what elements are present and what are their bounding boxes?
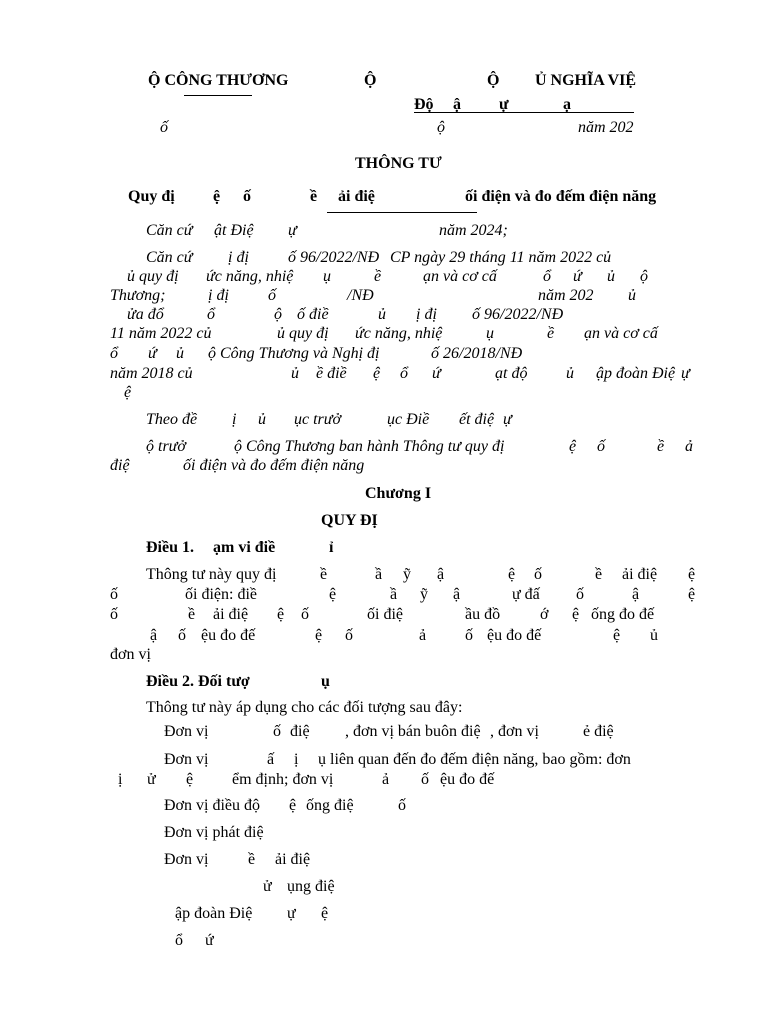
legal-basis: ạt độ (495, 365, 528, 382)
article-text: ả (419, 627, 427, 644)
article-text: ậ (150, 627, 158, 644)
list-item: Đơn vị (164, 723, 209, 740)
proposal-line: ết điệ (459, 411, 495, 428)
list-item: ệ (321, 905, 329, 922)
proposal-line: ục Điề (387, 411, 430, 428)
legal-basis: ổ (400, 365, 408, 382)
enactment-line: điệ (110, 457, 130, 474)
proposal-line: ủ (258, 411, 266, 428)
legal-basis: ủ (176, 345, 184, 362)
list-item: ố (398, 797, 406, 814)
article-text: ệu đo đế (487, 627, 542, 644)
legal-basis: ụ (323, 268, 331, 285)
document-type: THÔNG TƯ (355, 155, 442, 172)
article-heading: ạm vi điề (213, 539, 276, 556)
legal-basis: ố điề (297, 306, 329, 323)
legal-basis: ị đị (208, 287, 229, 304)
legal-basis: ổ (543, 268, 551, 285)
legal-basis: ổ (207, 306, 215, 323)
list-item: ấ (267, 751, 275, 768)
article-text: ống đo đế (591, 606, 655, 623)
list-item: ụ liên quan đến đo đếm điện năng, bao gồm: đơn (318, 751, 631, 768)
article-text: ố (345, 627, 353, 644)
article-text: ỹ (403, 566, 411, 583)
article-intro: Thông tư này áp dụng cho các đối tượng sau đây: (146, 699, 463, 716)
legal-basis: ửa đổ (127, 306, 164, 323)
list-item: ố (273, 723, 281, 740)
legal-basis: ề điề (316, 365, 347, 382)
legal-basis: 11 năm 2022 củ (110, 325, 212, 342)
article-text: ố (110, 606, 118, 623)
article-text: ự đấ (512, 586, 540, 603)
article-text: ố (534, 566, 542, 583)
article-text: Thông tư này quy đị (146, 566, 277, 583)
list-item: điệ (290, 723, 310, 740)
list-item: ả (382, 771, 390, 788)
list-item: Đơn vị phát điệ (164, 824, 264, 841)
ministry-underline (184, 95, 252, 96)
legal-basis: năm 2024; (439, 222, 508, 239)
legal-basis: ệ (373, 365, 381, 382)
article-text: ối điệ (367, 606, 403, 623)
enactment-line: ố (597, 438, 605, 455)
article-text: ề (188, 606, 196, 623)
article-text: ố (178, 627, 186, 644)
legal-basis: ự (288, 222, 297, 239)
list-item: ệu đo đế (440, 771, 495, 788)
legal-basis: năm 202 (538, 287, 594, 304)
legal-basis: ố 26/2018/NĐ (431, 345, 523, 362)
legal-basis: ề (547, 325, 555, 342)
list-item: ụng điệ (287, 878, 335, 895)
article-text: ố (576, 586, 584, 603)
list-item: ự (287, 905, 296, 922)
list-item: ứ (205, 932, 214, 949)
legal-basis: ủ (607, 268, 615, 285)
enactment-line: ệ (569, 438, 577, 455)
list-item: ị (118, 771, 123, 788)
list-item: ổ (175, 932, 183, 949)
legal-basis: Thương; (110, 287, 166, 304)
motto-underline (414, 112, 634, 113)
proposal-line: Theo đề (146, 411, 198, 428)
proposal-line: ị (232, 411, 237, 428)
motto-fragment: ậ (453, 96, 461, 113)
legal-basis: ập đoàn Điệ (596, 365, 676, 382)
list-item: ải điệ (275, 851, 311, 868)
legal-basis: ề (374, 268, 382, 285)
document-subject: Quy đị (128, 188, 175, 205)
legal-basis: Căn cứ (146, 249, 193, 266)
legal-basis: năm 2018 củ (110, 365, 193, 382)
list-item: ị (294, 751, 299, 768)
legal-basis: ức năng, nhiệ (206, 268, 294, 285)
article-text: ệ (508, 566, 516, 583)
legal-basis: ật Điệ (214, 222, 254, 239)
list-item: ệ (186, 771, 194, 788)
article-text: đơn vị (110, 646, 151, 663)
article-text: ậ (453, 586, 461, 603)
document-date: ộ (437, 119, 445, 136)
legal-basis: ủ quy đị (127, 268, 179, 285)
article-text: ệu đo đế (201, 627, 256, 644)
proposal-line: ục trưở (294, 411, 342, 428)
article-text: ệ (315, 627, 323, 644)
legal-basis: ộ (640, 268, 648, 285)
legal-basis: CP ngày 29 tháng 11 năm 2022 củ (390, 249, 612, 266)
list-item: ập đoàn Điệ (175, 905, 253, 922)
article-text: ệ (613, 627, 621, 644)
list-item: ống điệ (306, 797, 354, 814)
legal-basis: ủ (291, 365, 299, 382)
article-text: ề (320, 566, 328, 583)
list-item: , đơn vị bán buôn điệ (345, 723, 481, 740)
legal-basis: ức năng, nhiệ (355, 325, 443, 342)
article-text: ỹ (420, 586, 428, 603)
proposal-line: ự (503, 411, 512, 428)
legal-basis: ự (681, 365, 690, 382)
legal-basis: /NĐ (347, 287, 374, 304)
legal-basis: ộ Công Thương và Nghị đị (208, 345, 380, 362)
legal-basis: Căn cứ (146, 222, 193, 239)
article-text: ệ (572, 606, 580, 623)
legal-basis: ứ (432, 365, 441, 382)
legal-basis: ố 96/2022/NĐ (288, 249, 380, 266)
list-item: Đơn vị (164, 751, 209, 768)
motto-fragment: ạ (563, 96, 571, 113)
title-underline (327, 212, 477, 213)
list-item: ố (421, 771, 429, 788)
legal-basis: ị đị (228, 249, 249, 266)
legal-basis: ố (268, 287, 276, 304)
document-subject: ải điệ (338, 188, 375, 205)
article-text: ệ (329, 586, 337, 603)
republic-fragment: Ộ (487, 72, 500, 89)
article-text: ải điệ (622, 566, 658, 583)
article-text: ậ (632, 586, 640, 603)
legal-basis: ị đị (416, 306, 437, 323)
enactment-line: ề (657, 438, 665, 455)
list-item: ử (147, 771, 156, 788)
article-text: ệ (277, 606, 285, 623)
motto-fragment: ự (499, 96, 509, 113)
document-subject: ề (310, 188, 318, 205)
enactment-line: ộ trưở (146, 438, 186, 455)
chapter-label: Chương I (365, 485, 432, 502)
article-text: ố (110, 586, 118, 603)
list-item: ẻ điệ (583, 723, 614, 740)
legal-basis: ệ (124, 384, 132, 401)
article-text: ề (595, 566, 603, 583)
list-item: ử (263, 878, 272, 895)
article-heading: ụ (321, 673, 330, 690)
article-text: ầ (375, 566, 383, 583)
list-item: ề (248, 851, 256, 868)
legal-basis: ố 96/2022/NĐ (472, 306, 564, 323)
legal-basis: ụ (486, 325, 494, 342)
article-text: ải điệ (213, 606, 249, 623)
list-item: ệ (289, 797, 297, 814)
article-text: ầ (390, 586, 398, 603)
legal-basis: ủ quy đị (277, 325, 329, 342)
legal-basis: ứ (573, 268, 582, 285)
legal-basis: ủ (378, 306, 386, 323)
article-heading: Điều 2. Đối tượ (146, 673, 250, 690)
document-subject: ệ (213, 188, 221, 205)
article-text: ớ (540, 606, 549, 623)
chapter-title: QUY ĐỊ (321, 512, 378, 529)
document-date: năm 202 (578, 119, 634, 136)
list-item: ểm định; đơn vị (232, 771, 334, 788)
list-item: , đơn vị (490, 723, 539, 740)
enactment-line: ối điện và đo đếm điện năng (183, 457, 365, 474)
document-number: ố (160, 119, 168, 136)
article-text: ủ (650, 627, 658, 644)
republic-fragment: Ủ NGHĨA VIỆ (535, 72, 637, 89)
article-heading: Điều 1. (146, 539, 194, 556)
article-text: ệ (688, 566, 696, 583)
document-subject: ố (243, 188, 251, 205)
article-text: ậ (437, 566, 445, 583)
list-item: Đơn vị điều độ (164, 797, 261, 814)
document-subject: ối điện và đo đếm điện năng (465, 188, 657, 205)
article-text: ối điện: điề (185, 586, 257, 603)
article-heading: ỉ (329, 539, 334, 556)
legal-basis: ạn và cơ cấ (423, 268, 497, 285)
motto-fragment: Độ (414, 96, 434, 113)
enactment-line: ả (685, 438, 693, 455)
republic-fragment: Ộ (364, 72, 377, 89)
list-item: Đơn vị (164, 851, 209, 868)
enactment-line: ộ Công Thương ban hành Thông tư quy đị (234, 438, 505, 455)
legal-basis: ủ (628, 287, 636, 304)
article-text: ố (301, 606, 309, 623)
article-text: ầu đồ (465, 606, 501, 623)
legal-basis: ạn và cơ cấ (584, 325, 658, 342)
article-text: ố (465, 627, 473, 644)
legal-basis: ộ (274, 306, 282, 323)
ministry-name: Ộ CÔNG THƯƠNG (148, 72, 289, 89)
legal-basis: ổ (110, 345, 118, 362)
article-text: ệ (688, 586, 696, 603)
legal-basis: ủ (566, 365, 574, 382)
legal-basis: ứ (148, 345, 157, 362)
